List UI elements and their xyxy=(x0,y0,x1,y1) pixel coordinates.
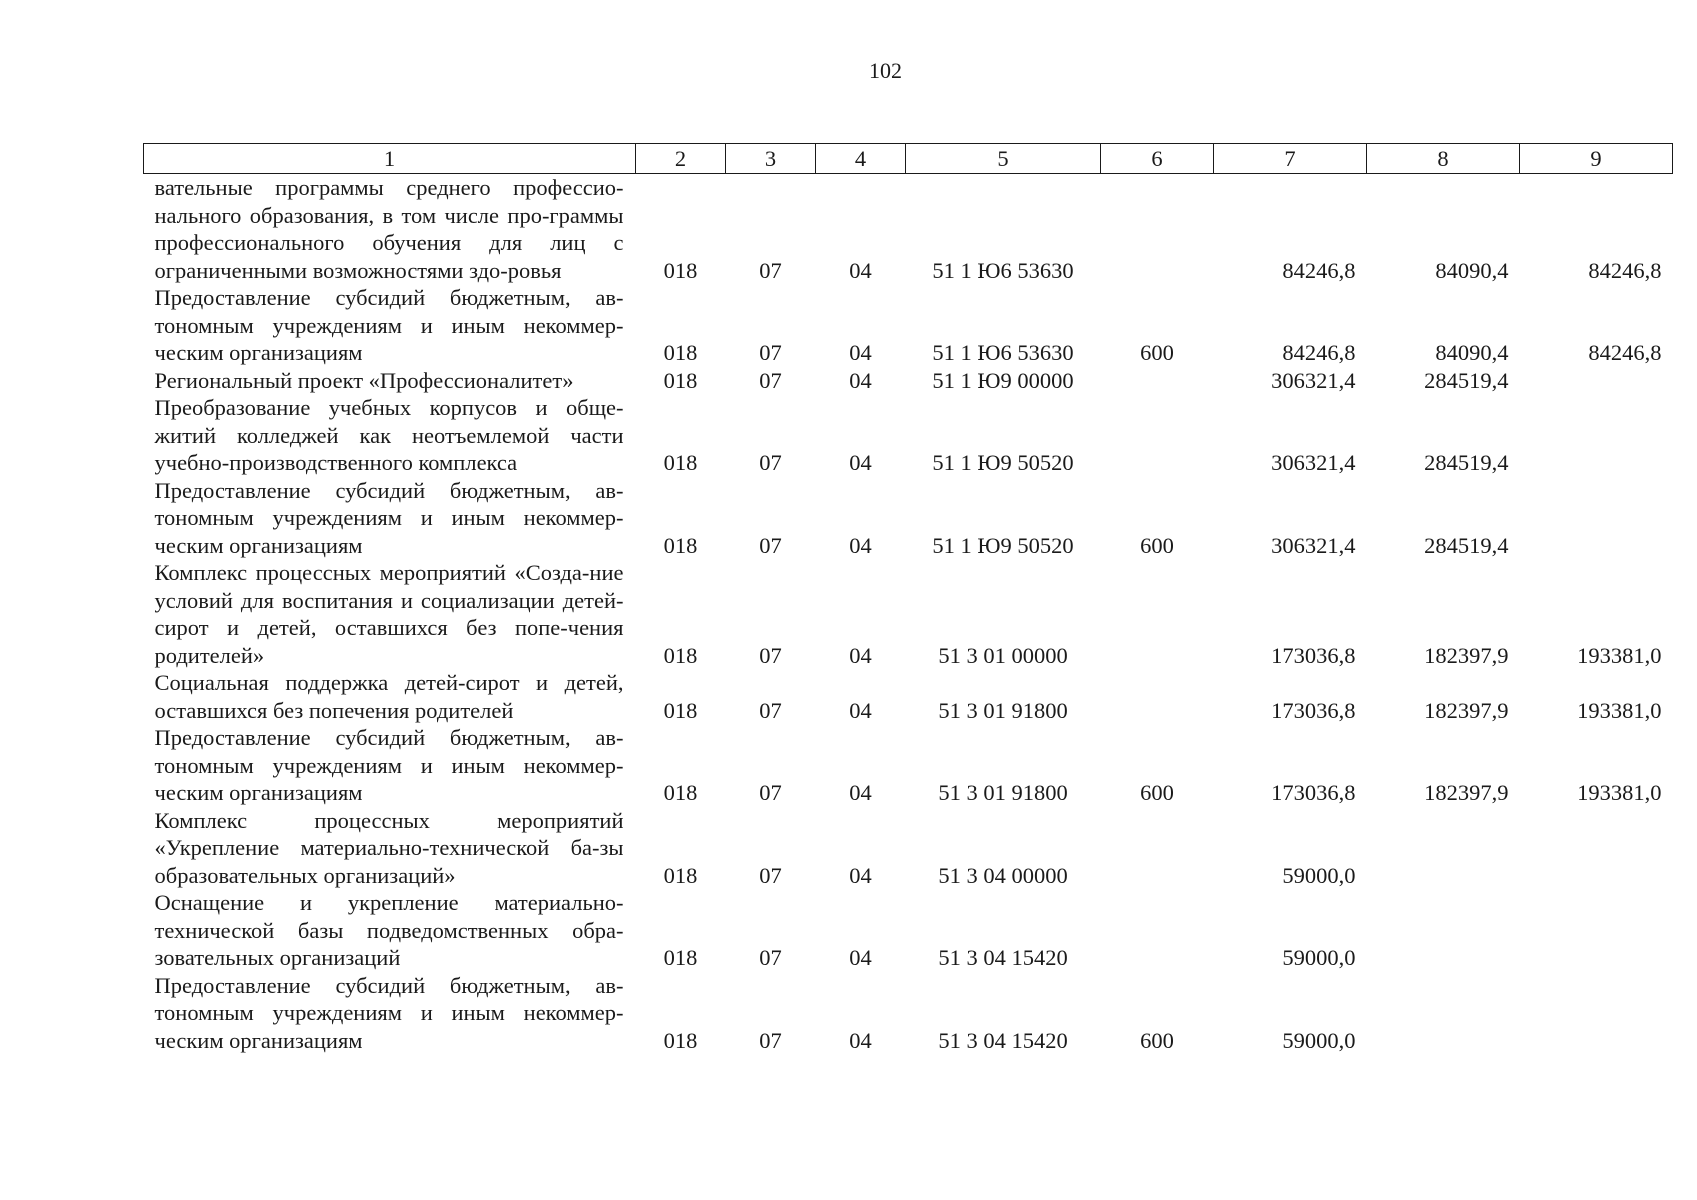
cell-col-2: 018 xyxy=(663,532,698,558)
row-description: Предоставление субсидий бюджетным, ав-тономным учреждениям и иным некоммер-ческим организациям xyxy=(154,972,624,1053)
cell-col-3: 07 xyxy=(759,340,782,365)
cell-col-9 xyxy=(1520,367,1673,395)
cell-col-3: 07 xyxy=(759,697,782,723)
table-row xyxy=(144,284,1673,367)
cell-col-8 xyxy=(1367,889,1520,972)
header-col-8: 8 xyxy=(1367,144,1520,174)
cell-col-9: 84246,8 xyxy=(1588,340,1662,365)
cell-col-2: 018 xyxy=(663,862,698,888)
cell-col-3: 07 xyxy=(759,257,782,283)
cell-col-6 xyxy=(1101,807,1214,890)
cell-col-6 xyxy=(1101,669,1214,724)
table-row xyxy=(144,807,1673,890)
cell-col-9 xyxy=(1520,889,1673,972)
cell-col-8: 84090,4 xyxy=(1435,257,1509,283)
cell-col-8: 182397,9 xyxy=(1424,642,1509,668)
cell-col-3: 07 xyxy=(759,367,782,393)
cell-col-2: 018 xyxy=(663,1027,698,1053)
cell-col-8: 284519,4 xyxy=(1424,450,1509,475)
cell-col-3: 07 xyxy=(759,945,782,970)
cell-col-7: 173036,8 xyxy=(1271,642,1356,668)
cell-col-6: 600 xyxy=(1140,780,1174,805)
cell-col-7: 59000,0 xyxy=(1282,1027,1356,1053)
cell-col-5: 51 3 04 00000 xyxy=(938,862,1068,888)
cell-col-7: 84246,8 xyxy=(1282,340,1356,365)
cell-col-9: 84246,8 xyxy=(1588,257,1662,283)
table-header xyxy=(144,144,1673,174)
cell-col-6: 600 xyxy=(1140,340,1174,365)
cell-col-2: 018 xyxy=(663,340,698,365)
cell-col-6 xyxy=(1101,889,1214,972)
cell-col-6 xyxy=(1101,559,1214,669)
table-row xyxy=(144,174,1673,285)
cell-col-5: 51 3 04 15420 xyxy=(938,945,1068,970)
cell-col-9 xyxy=(1520,477,1673,560)
row-description: Комплекс процессных мероприятий «Укрепление материально-технической ба-зы образовательных организаций» xyxy=(154,807,624,888)
page-number: 102 xyxy=(869,58,902,83)
cell-col-9 xyxy=(1520,807,1673,890)
cell-col-4: 04 xyxy=(849,862,872,888)
cell-col-2: 018 xyxy=(663,945,698,970)
cell-col-9: 193381,0 xyxy=(1577,780,1662,805)
cell-col-7: 84246,8 xyxy=(1282,257,1356,283)
row-description: Региональный проект «Профессионалитет» xyxy=(154,367,574,393)
cell-col-4: 04 xyxy=(849,367,872,393)
cell-col-4: 04 xyxy=(849,697,872,723)
cell-col-4: 04 xyxy=(849,945,872,970)
cell-col-3: 07 xyxy=(759,862,782,888)
budget-table xyxy=(143,143,1673,1054)
cell-col-3: 07 xyxy=(759,1027,782,1053)
cell-col-4: 04 xyxy=(849,642,872,668)
cell-col-9: 193381,0 xyxy=(1577,697,1662,723)
cell-col-2: 018 xyxy=(663,697,698,723)
budget-table-container xyxy=(143,143,1672,1054)
cell-col-7: 306321,4 xyxy=(1271,367,1356,393)
cell-col-8: 182397,9 xyxy=(1424,780,1509,805)
row-description: Социальная поддержка детей-сирот и детей, оставшихся без попечения родителей xyxy=(154,670,624,723)
cell-col-8 xyxy=(1367,807,1520,890)
table-row xyxy=(144,477,1673,560)
cell-col-4: 04 xyxy=(849,1027,872,1053)
cell-col-9 xyxy=(1520,972,1673,1055)
cell-col-9: 193381,0 xyxy=(1577,642,1662,668)
cell-col-7: 173036,8 xyxy=(1271,780,1356,805)
cell-col-7: 59000,0 xyxy=(1282,945,1356,970)
header-col-3: 3 xyxy=(726,144,816,174)
header-col-7: 7 xyxy=(1214,144,1367,174)
cell-col-8: 284519,4 xyxy=(1424,532,1509,558)
cell-col-5: 51 1 Ю9 50520 xyxy=(932,450,1074,475)
cell-col-8: 284519,4 xyxy=(1424,367,1509,393)
table-row xyxy=(144,889,1673,972)
cell-col-5: 51 3 01 00000 xyxy=(938,642,1068,668)
row-description: вательные программы среднего профессио-нального образования, в том числе про-граммы профессионального обучения для лиц с ограниченными возможностями здо-ровья xyxy=(154,175,624,283)
cell-col-6 xyxy=(1101,394,1214,477)
row-description: Комплекс процессных мероприятий «Созда-ние условий для воспитания и социализации детей-сирот и детей, оставшихся без попе-чения родителей» xyxy=(154,560,624,668)
cell-col-2: 018 xyxy=(663,450,698,475)
cell-col-5: 51 3 04 15420 xyxy=(938,1027,1068,1053)
cell-col-2: 018 xyxy=(663,367,698,393)
cell-col-7: 306321,4 xyxy=(1271,532,1356,558)
table-row xyxy=(144,559,1673,669)
cell-col-4: 04 xyxy=(849,340,872,365)
header-col-1: 1 xyxy=(144,144,636,174)
cell-col-8: 182397,9 xyxy=(1424,697,1509,723)
cell-col-8: 84090,4 xyxy=(1435,340,1509,365)
header-col-4: 4 xyxy=(816,144,906,174)
cell-col-4: 04 xyxy=(849,450,872,475)
cell-col-7: 306321,4 xyxy=(1271,450,1356,475)
cell-col-7: 59000,0 xyxy=(1282,862,1356,888)
cell-col-5: 51 1 Ю6 53630 xyxy=(932,257,1074,283)
cell-col-4: 04 xyxy=(849,780,872,805)
row-description: Оснащение и укрепление материально-технической базы подведомственных обра-зовательных организаций xyxy=(154,890,624,970)
cell-col-8 xyxy=(1367,972,1520,1055)
header-col-5: 5 xyxy=(906,144,1101,174)
table-body xyxy=(144,174,1673,1055)
cell-col-4: 04 xyxy=(849,532,872,558)
cell-col-2: 018 xyxy=(663,257,698,283)
cell-col-6: 600 xyxy=(1140,1027,1174,1053)
header-row xyxy=(144,144,1673,174)
header-col-9: 9 xyxy=(1520,144,1673,174)
cell-col-2: 018 xyxy=(663,780,698,805)
row-description: Преобразование учебных корпусов и обще-житий колледжей как неотъемлемой части учебно-производственного комплекса xyxy=(154,395,624,475)
cell-col-3: 07 xyxy=(759,642,782,668)
cell-col-5: 51 3 01 91800 xyxy=(938,697,1068,723)
cell-col-7: 173036,8 xyxy=(1271,697,1356,723)
cell-col-2: 018 xyxy=(663,642,698,668)
table-row xyxy=(144,972,1673,1055)
row-description: Предоставление субсидий бюджетным, ав-тономным учреждениям и иным некоммер-ческим организациям xyxy=(154,725,624,805)
table-row xyxy=(144,394,1673,477)
cell-col-6 xyxy=(1101,174,1214,285)
cell-col-6 xyxy=(1101,367,1214,395)
cell-col-9 xyxy=(1520,394,1673,477)
cell-col-5: 51 3 01 91800 xyxy=(938,780,1068,805)
row-description: Предоставление субсидий бюджетным, ав-тономным учреждениям и иным некоммер-ческим организациям xyxy=(154,285,624,365)
cell-col-5: 51 1 Ю9 50520 xyxy=(932,532,1074,558)
cell-col-5: 51 1 Ю6 53630 xyxy=(932,340,1074,365)
table-row xyxy=(144,724,1673,807)
cell-col-5: 51 1 Ю9 00000 xyxy=(932,367,1074,393)
header-col-2: 2 xyxy=(636,144,726,174)
cell-col-4: 04 xyxy=(849,257,872,283)
cell-col-3: 07 xyxy=(759,450,782,475)
table-row xyxy=(144,669,1673,724)
cell-col-6: 600 xyxy=(1140,532,1174,558)
row-description: Предоставление субсидий бюджетным, ав-тономным учреждениям и иным некоммер-ческим организациям xyxy=(154,477,624,558)
cell-col-3: 07 xyxy=(759,532,782,558)
cell-col-3: 07 xyxy=(759,780,782,805)
table-row xyxy=(144,367,1673,395)
header-col-6: 6 xyxy=(1101,144,1214,174)
